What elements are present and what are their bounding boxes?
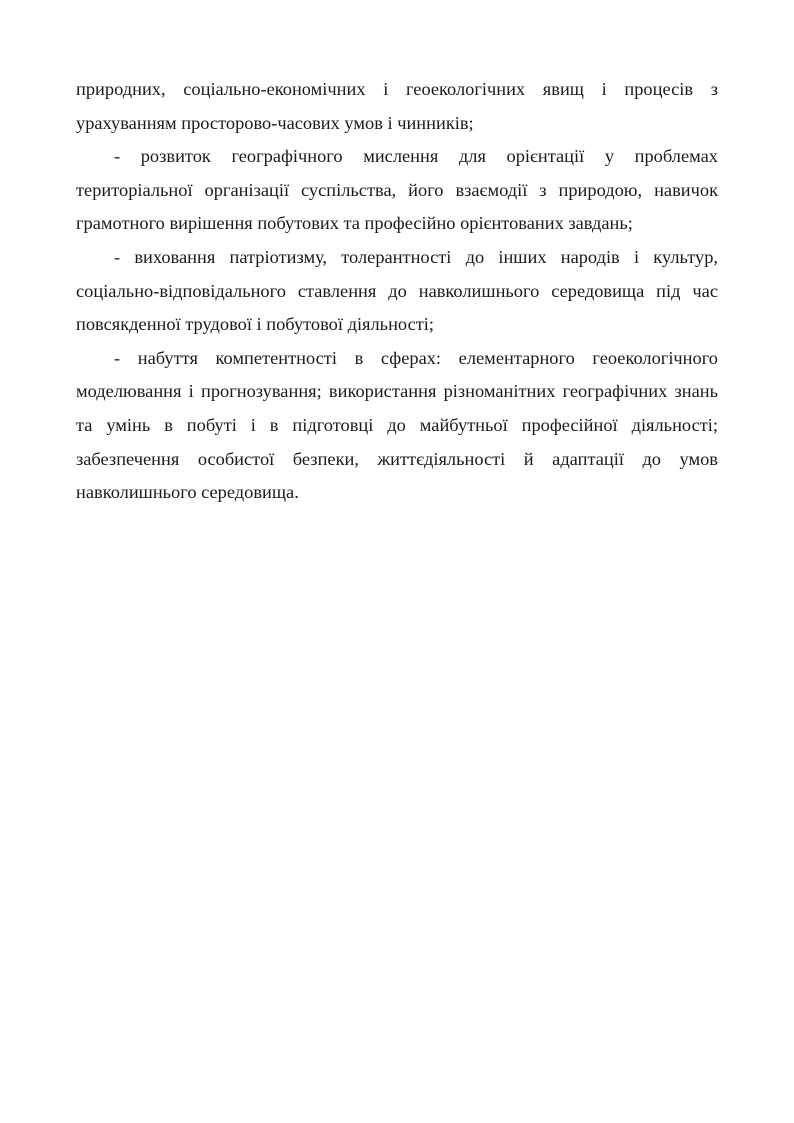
list-item-competence: - набуття компетентності в сферах: елементарного геоекологічного моделювання і прогнозування; використання різноманітних географічних знань та умінь в побуті і в підготовці до майбутньої професійної діяльності; забезпечення особистої безпеки, життєдіяльності й адаптації до умов навколишнього середовища.: [76, 347, 718, 503]
list-item-geographic-thinking: - розвиток географічного мислення для орієнтації у проблемах територіальної організації суспільства, його взаємодії з природою, навичок грамотного вирішення побутових та професійно орієнтованих завдань;: [76, 146, 718, 234]
document-body: [76, 73, 718, 510]
paragraph-continuation: природних, соціально-економічних і геоекологічних явищ і процесів з урахуванням просторово-часових умов і чинників;: [76, 79, 718, 133]
list-item-patriotism: - виховання патріотизму, толерантності до інших народів і культур, соціально-відповідального ставлення до навколишнього середовища під час повсякденної трудової і побутової діяльності;: [76, 246, 718, 335]
